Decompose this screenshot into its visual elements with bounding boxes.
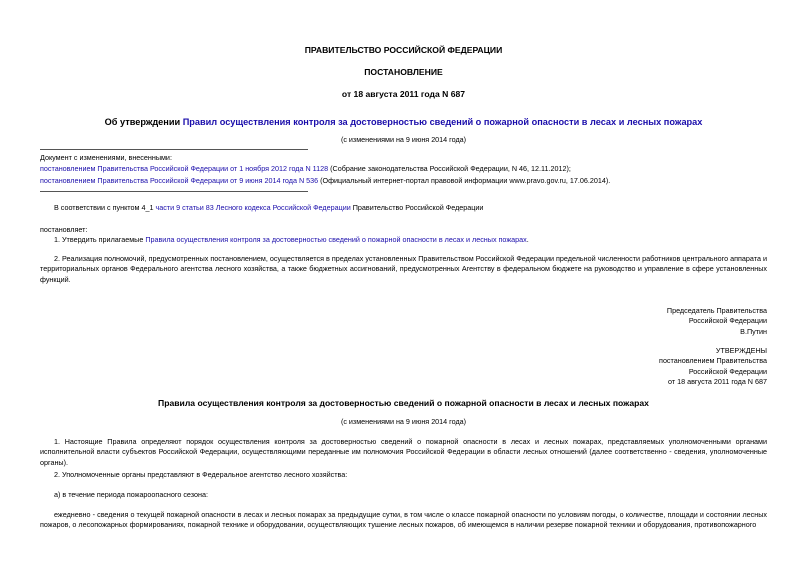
doc-title-link[interactable]: Правил осуществления контроля за достоверностью сведений о пожарной опасности в лесах и лесных пожарах — [182, 117, 703, 127]
signature-line-1: Председатель Правительства — [666, 306, 767, 315]
doc-type: ПОСТАНОВЛЕНИЕ — [364, 67, 443, 77]
signature-line-2: Российской Федерации — [688, 316, 767, 326]
divider-bottom — [40, 191, 308, 192]
signature-block — [40, 306, 767, 337]
rules-paragraph-4: ежедневно - сведения о текущей пожарной опасности в лесах и лесных пожарах за предыдущие сутки, в том числе о классе пожарной опасности по условиям погоды, о количестве, площади и состоянии лесных пожаров, о лесопожарных формированиях, пожарной технике и оборудовании, осуществляющих тушение лесных пожаров, об имеющемся в наличии резерве пожарной техники и оборудования, противопожарного — [40, 510, 767, 530]
basis-text-pre: В соответствии с пунктом 4_1 — [54, 203, 156, 212]
item-2: 2. Реализация полномочий, предусмотренных постановлением, осуществляется в пределах установленных Правительством Российской Федерации предельной численности работников центрального аппарата и территориальных органов Федерального агентства лесного хозяйства, а также бюджетных ассигнований, предусмотренных Агентству в федеральном бюджете на руководство и управление в сфере установленных функций. — [40, 254, 767, 284]
amendment-item-1 — [40, 164, 767, 174]
basis-text-post: Правительство Российской Федерации — [350, 203, 484, 212]
approved-line-4: от 18 августа 2011 года N 687 — [668, 377, 767, 387]
doc-title — [0, 116, 807, 129]
basis-link[interactable]: части 9 статьи 83 Лесного кодекса Российской Федерации — [155, 203, 351, 212]
amendment-tail-2: (Официальный интернет-портал правовой информации www.pravo.gov.ru, 17.06.2014). — [318, 175, 611, 185]
amendment-tail-1: (Собрание законодательства Российской Федерации, N 46, 12.11.2012); — [328, 164, 571, 174]
resolves-label: постановляет: — [40, 225, 88, 234]
amendment-link-1[interactable]: постановлением Правительства Российской Федерации от 1 ноября 2012 года N 1128 — [40, 164, 329, 174]
amendment-item-2 — [40, 176, 767, 186]
amendment-link-2[interactable]: постановлением Правительства Российской Федерации от 9 июня 2014 года N 536 — [40, 175, 319, 185]
approved-line-3: Российской Федерации — [688, 366, 767, 376]
rules-amend-note: (с изменениями на 9 июня 2014 года) — [340, 417, 467, 426]
doc-title-prefix: Об утверждении — [104, 117, 183, 127]
approved-block — [40, 346, 767, 388]
rules-title: Правила осуществления контроля за достоверностью сведений о пожарной опасности в лесах и лесных пожарах — [158, 398, 649, 408]
basis-paragraph — [40, 203, 767, 213]
approved-line-1: УТВЕРЖДЕНЫ — [715, 346, 767, 355]
doc-date-number: от 18 августа 2011 года N 687 — [341, 89, 466, 99]
item-1-link[interactable]: Правила осуществления контроля за достоверностью сведений о пожарной опасности в лесах и лесных пожарах — [145, 235, 527, 244]
item-1-pre: 1. Утвердить прилагаемые — [54, 235, 146, 244]
rules-paragraph-1: 1. Настоящие Правила определяют порядок осуществления контроля за достоверностью сведений о пожарной опасности в лесах и лесных пожарах, представляемых уполномоченными органами исполнительной власти субъектов Российской Федерации, осуществляющими переданные им полномочия Российской Федерации в области лесных отношений (далее соответственно - сведения, уполномоченные органы). — [40, 437, 767, 467]
item-1-post: . — [526, 235, 529, 244]
amendments-intro: Документ с изменениями, внесенными: — [40, 153, 172, 162]
org-name: ПРАВИТЕЛЬСТВО РОССИЙСКОЙ ФЕДЕРАЦИИ — [304, 45, 503, 55]
rules-paragraph-2: 2. Уполномоченные органы представляют в Федеральное агентство лесного хозяйства: — [54, 470, 348, 479]
signature-line-3: В.Путин — [740, 326, 767, 336]
rules-paragraph-3: а) в течение периода пожароопасного сезона: — [54, 490, 208, 499]
item-1 — [40, 235, 767, 245]
approved-line-2: постановлением Правительства — [659, 356, 767, 366]
divider-top — [40, 149, 308, 150]
amendments-block — [40, 153, 767, 186]
amend-note: (с изменениями на 9 июня 2014 года) — [340, 135, 467, 144]
